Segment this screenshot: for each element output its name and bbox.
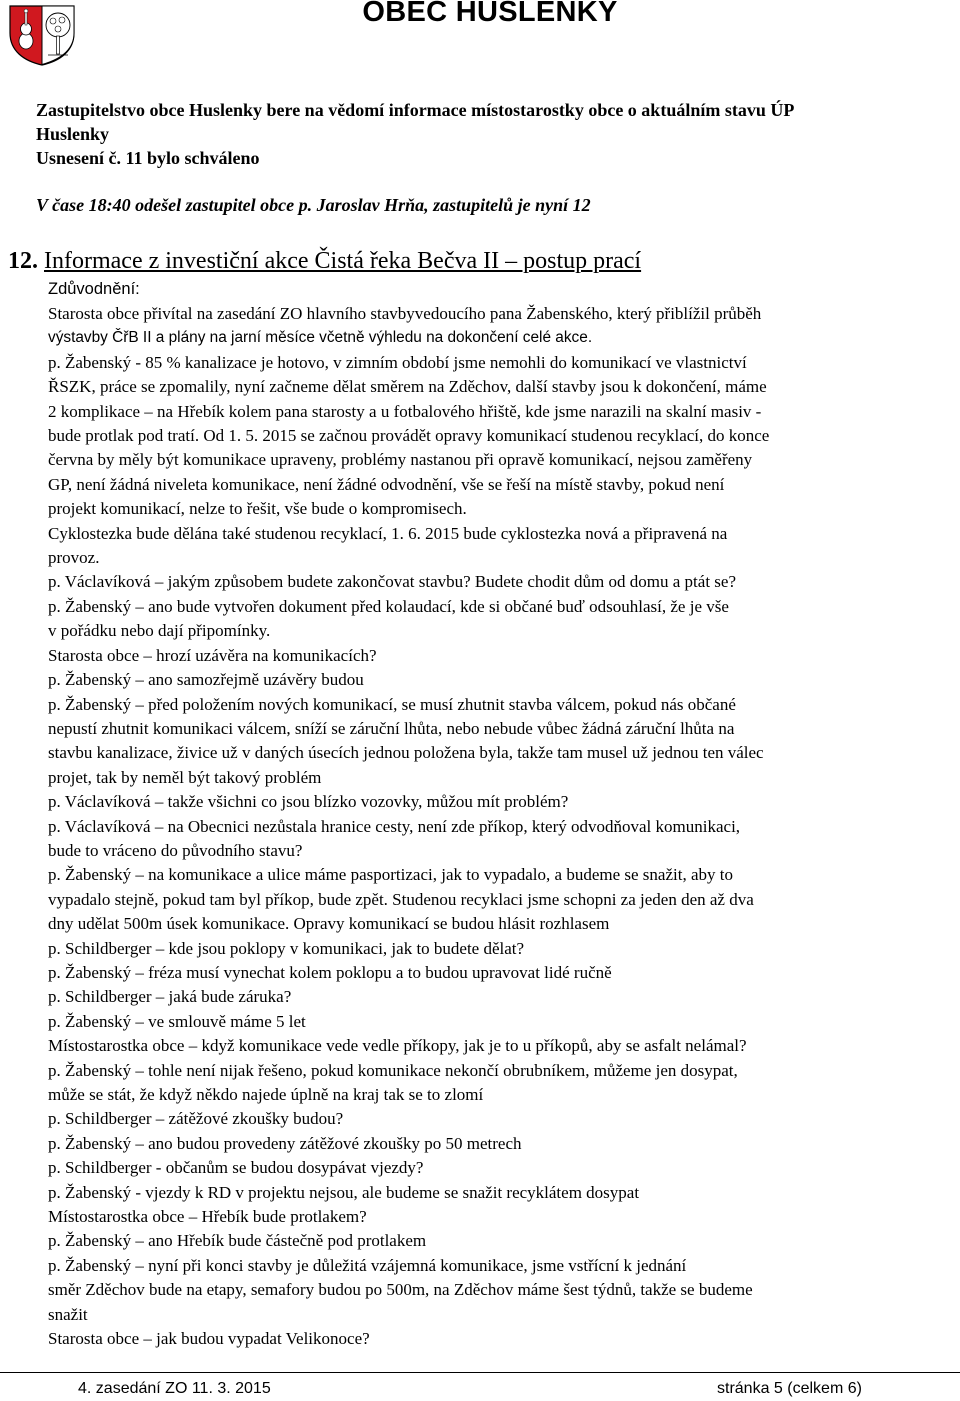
text-line: snažit — [48, 1304, 88, 1324]
text-line: v pořádku nebo dají připomínky. — [48, 621, 271, 641]
text-line: směr Zděchov bude na etapy, semafory budou po 500m, na Zděchov máme šest týdnů, takže se budeme — [48, 1280, 753, 1300]
footer-divider — [0, 1372, 960, 1373]
text-line: p. Schildberger – kde jsou poklopy v komunikaci, jak to budete dělat? — [48, 938, 525, 958]
text-line: p. Žabenský – před položením nových komunikací, se musí zhutnit stavba válcem, pokud nás občané — [48, 694, 736, 714]
text-line: ŘSZK, práce se zpomalily, nyní začneme dělat směrem na Zděchov, další stavby jsou k dokončení, máme — [48, 377, 767, 397]
departure-notice: V čase 18:40 odešel zastupitel obce p. Jaroslav Hrňa, zastupitelů je nyní 12 — [36, 195, 591, 215]
text-line: provoz. — [48, 548, 100, 568]
text-line: p. Schildberger – jaká bude záruka? — [48, 987, 292, 1007]
text-line: dny udělat 500m úsek komunikace. Opravy komunikací se budou hlásit rozhlasem — [48, 914, 610, 934]
resolution-text: Zastupitelstvo obce Huslenky bere na vědomí informace místostarostky obce o aktuálním stavu ÚP — [36, 100, 795, 120]
text-line: p. Žabenský - 85 % kanalizace je hotovo, v zimním období jsme nemohli do komunikací ve vlastnictví — [48, 352, 747, 372]
text-line: června by měly být komunikace upraveny, problémy nastanou při opravě komunikací, nejsou zaměřeny — [48, 450, 753, 470]
resolution-text: Huslenky — [36, 124, 110, 144]
text-line: Starosta obce – hrozí uzávěra na komunikacích? — [48, 645, 377, 665]
text-line: p. Žabenský - vjezdy k RD v projektu nejsou, ale budeme se snažit recyklátem dosypat — [48, 1182, 640, 1202]
resolution-block — [36, 98, 946, 170]
text-line: projet, tak by neměl být takový problém — [48, 767, 322, 787]
coat-of-arms-icon — [6, 3, 78, 67]
text-line: p. Schildberger - občanům se budou dosypávat vjezdy? — [48, 1158, 424, 1178]
text-line: p. Václavíková – takže všichni co jsou blízko vozovky, můžou mít problém? — [48, 792, 569, 812]
text-line: GP, není žádná niveleta komunikace, není žádné odvodnění, vše se řeší na místě stavby, pokud není — [48, 474, 725, 494]
footer-meeting: 4. zasedání ZO 11. 3. 2015 — [78, 1380, 271, 1397]
minutes-body — [48, 302, 948, 1351]
text-line: bude protlak pod tratí. Od 1. 5. 2015 se začnou provádět opravy komunikací studenou recyklací, do konce — [48, 426, 770, 446]
text-line: může se stát, že když někdo najede úplně na kraj tak se to zlomí — [48, 1085, 484, 1104]
text-line: Místostarostka obce – Hřebík bude protlakem? — [48, 1207, 367, 1227]
footer-page-number: stránka 5 (celkem 6) — [717, 1380, 862, 1397]
text-line: Starosta obce – jak budou vypadat Velikonoce? — [48, 1329, 370, 1349]
text-line: Cyklostezka bude dělána také studenou recyklací, 1. 6. 2015 bude cyklostezka nová a připravená na — [48, 523, 728, 543]
text-line: výstavby ČřB II a plány na jarní měsíce včetně výhledu na dokončení celé akce. — [48, 329, 593, 347]
text-line: nepustí zhutnit komunikaci válcem, sníží se záruční lhůta, nebo nebude vůbec žádná záruční lhůta na — [48, 718, 735, 738]
text-line: p. Žabenský – tohle není nijak řešeno, pokud komunikace nekončí obrubníkem, můžeme jen dosypat, — [48, 1060, 738, 1080]
section-number: 12. — [8, 248, 38, 274]
text-line: p. Václavíková – na Obecnici nezůstala hranice cesty, není zde příkop, který odvodňoval komunikaci, — [48, 816, 741, 836]
section-title: Informace z investiční akce Čistá řeka Bečva II – postup prací — [44, 248, 642, 274]
text-line: p. Žabenský – ve smlouvě máme 5 let — [48, 1011, 306, 1031]
text-line: vypadalo stejně, pokud tam byl příkop, bude zpět. Studenou recyklaci jsme schopni za jeden den až dva — [48, 889, 754, 909]
text-line: p. Schildberger – zátěžové zkoušky budou? — [48, 1109, 344, 1129]
reason-label: Zdůvodnění: — [48, 280, 140, 298]
text-line: stavbu kanalizace, živice už v daných úsecích jednou položena byla, takže tam musel už jednou ten válec — [48, 743, 764, 763]
page-title: OBEC HUSLENKY — [362, 0, 618, 28]
text-line: p. Žabenský – ano samozřejmě uzávěry budou — [48, 670, 364, 690]
text-line: projekt komunikací, nelze to řešit, vše bude o kompromisech. — [48, 499, 467, 519]
text-line: p. Žabenský – ano bude vytvořen dokument před kolaudací, kde si občané buď odsouhlasí, že je vše — [48, 596, 729, 616]
text-line: Starosta obce přivítal na zasedání ZO hlavního stavbyvedoucího pana Žabenského, který přiblížil průběh — [48, 304, 762, 323]
section-heading — [8, 244, 641, 278]
text-line: p. Žabenský – ano budou provedeny zátěžové zkoušky po 50 metrech — [48, 1133, 522, 1153]
resolution-approved: Usnesení č. 11 bylo schváleno — [36, 148, 260, 168]
text-line: p. Žabenský – na komunikace a ulice máme pasportizaci, jak to vypadalo, a budeme se snažit, aby to — [48, 865, 733, 885]
text-line: p. Václavíková – jakým způsobem budete zakončovat stavbu? Budete chodit dům od domu a ptát se? — [48, 572, 737, 592]
text-line: bude to vráceno do původního stavu? — [48, 840, 303, 860]
text-line: p. Žabenský – nyní při konci stavby je důležitá vzájemná komunikace, jsme vstřícní k jednání — [48, 1255, 687, 1275]
text-line: 2 komplikace – na Hřebík kolem pana starosty a u fotbalového hřiště, kde jsme narazili na skalní masiv - — [48, 401, 762, 421]
text-line: Místostarostka obce – když komunikace vede vedle příkopy, jak je to u příkopů, aby se asfalt nelámal? — [48, 1036, 747, 1056]
text-line: p. Žabenský – ano Hřebík bude částečně pod protlakem — [48, 1231, 427, 1251]
text-line: p. Žabenský – fréza musí vynechat kolem poklopu a to budou upravovat lidé ručně — [48, 962, 612, 982]
